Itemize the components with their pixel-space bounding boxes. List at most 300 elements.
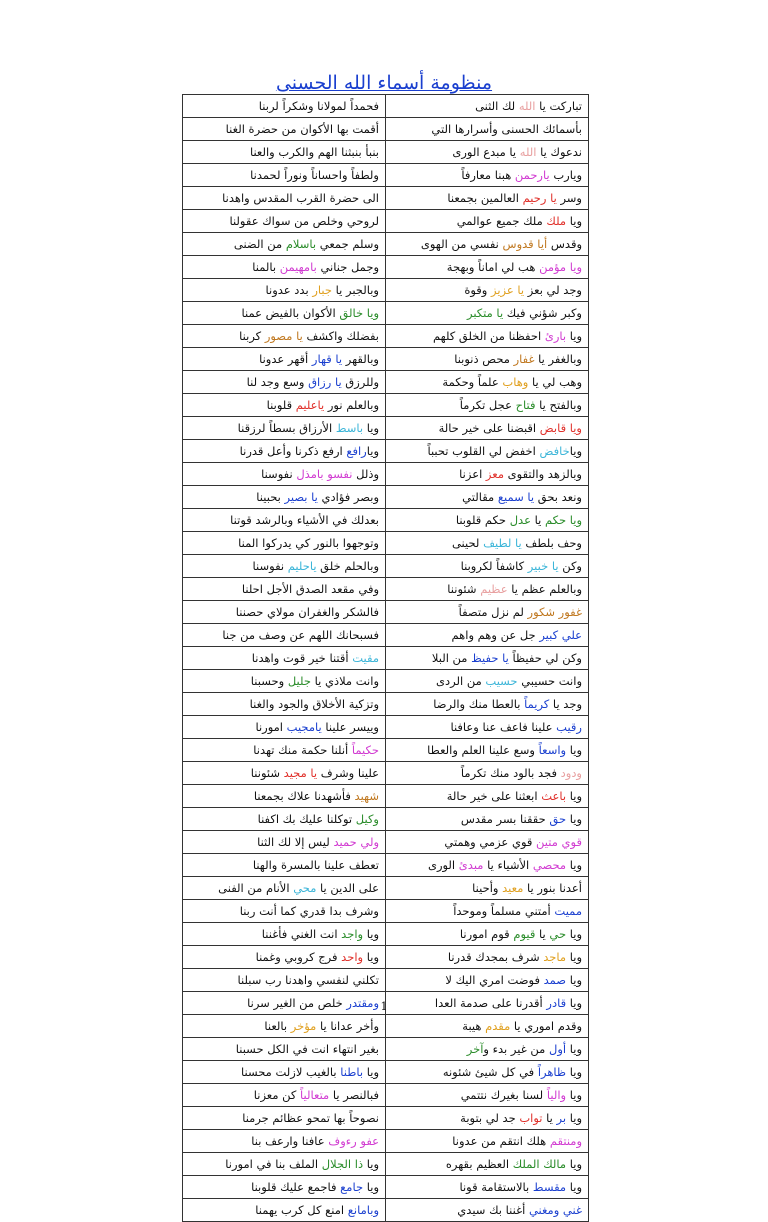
verse-text: أمتني مسلماً وموحداً bbox=[453, 903, 555, 918]
verse-text: وهب لي يا bbox=[528, 374, 582, 389]
verse-text: ويا bbox=[566, 788, 582, 803]
poem-row bbox=[183, 900, 589, 923]
verse-text: ويا bbox=[566, 1087, 582, 1102]
divine-name-highlight: مبدئ bbox=[458, 857, 484, 872]
verse-text: من البلا bbox=[431, 650, 472, 665]
verse-text: حكم قلوبنا bbox=[455, 512, 510, 527]
divine-name-highlight: ذا الجلال bbox=[321, 1156, 364, 1171]
poem-row bbox=[183, 532, 589, 555]
divine-name-highlight: بارئ bbox=[544, 328, 567, 343]
verse-text: تباركت يا bbox=[535, 98, 582, 113]
verse-text: كن معزنا bbox=[253, 1087, 301, 1102]
verse-text: وأحينا bbox=[472, 880, 503, 895]
divine-name-highlight: غني ومغني bbox=[528, 1202, 582, 1217]
verse-text: ويا bbox=[566, 1110, 582, 1125]
divine-name-highlight: قادر bbox=[546, 995, 567, 1010]
verse-text: بالاستقامة قونا bbox=[459, 1179, 533, 1194]
divine-name-highlight: باعث bbox=[541, 788, 567, 803]
verse-first-half bbox=[386, 555, 589, 578]
verse-text: أقتنا خير قوت واهدنا bbox=[251, 650, 353, 665]
divine-name-highlight: ومنتقم bbox=[549, 1133, 582, 1148]
verse-text: ملك جميع عوالمي bbox=[456, 213, 547, 228]
verse-second-half bbox=[183, 808, 386, 831]
divine-name-highlight: الله bbox=[518, 98, 536, 113]
verse-second-half bbox=[183, 578, 386, 601]
verse-text: احفظنا من الخلق كلهم bbox=[432, 328, 545, 343]
verse-text: أغننا بك سيدي bbox=[457, 1202, 529, 1217]
poem-row bbox=[183, 1084, 589, 1107]
divine-name-highlight: فتاح bbox=[515, 397, 536, 412]
verse-text: علماً وحكمة bbox=[442, 374, 503, 389]
divine-name-highlight: باطنا bbox=[340, 1064, 364, 1079]
verse-first-half bbox=[386, 1130, 589, 1153]
verse-second-half bbox=[183, 1038, 386, 1061]
verse-text: وبالحلم خلق bbox=[316, 558, 379, 573]
verse-first-half bbox=[386, 118, 589, 141]
poem-row bbox=[183, 877, 589, 900]
divine-name-highlight: يا حفيظ bbox=[471, 650, 509, 665]
verse-second-half bbox=[183, 900, 386, 923]
verse-second-half bbox=[183, 647, 386, 670]
verse-second-half bbox=[183, 1199, 386, 1222]
verse-text: لروحي وخلص من سواك عقولنا bbox=[229, 213, 379, 228]
divine-name-highlight: أيا قدوس bbox=[502, 236, 548, 251]
verse-text: شئوننا bbox=[250, 765, 284, 780]
verse-text: وكن لي حفيظاً bbox=[508, 650, 582, 665]
verse-text: امنع كل كرب يهمنا bbox=[255, 1202, 348, 1217]
verse-text: ويا bbox=[566, 995, 582, 1010]
verse-first-half bbox=[386, 670, 589, 693]
divine-name-highlight: ياحليم bbox=[287, 558, 317, 573]
divine-name-highlight: باسط bbox=[335, 420, 364, 435]
verse-first-half bbox=[386, 946, 589, 969]
divine-name-highlight: حكيماً bbox=[351, 742, 379, 757]
verse-second-half bbox=[183, 1153, 386, 1176]
verse-text: الملف بنا في امورنا bbox=[225, 1156, 322, 1171]
verse-second-half bbox=[183, 624, 386, 647]
poem-row bbox=[183, 1038, 589, 1061]
verse-first-half bbox=[386, 900, 589, 923]
poem-row bbox=[183, 164, 589, 187]
verse-first-half bbox=[386, 647, 589, 670]
verse-first-half bbox=[386, 279, 589, 302]
verse-text: نصوحاً بها تمحو عظائم جرمنا bbox=[242, 1110, 379, 1125]
verse-text: عجل تكرماً bbox=[459, 397, 516, 412]
verse-text: فحمداً لمولانا وشكراً لربنا bbox=[258, 98, 379, 113]
verse-text: انت الغني فأغننا bbox=[261, 926, 342, 941]
verse-text: تعطف علينا بالمسرة والهنا bbox=[252, 857, 379, 872]
verse-first-half bbox=[386, 486, 589, 509]
poem-row bbox=[183, 923, 589, 946]
poem-row bbox=[183, 141, 589, 164]
verse-text: أنلنا حكمة منك تهدنا bbox=[253, 742, 352, 757]
verse-text: قلوبنا bbox=[266, 397, 296, 412]
divine-name-highlight: يا سميع bbox=[497, 489, 535, 504]
divine-name-highlight: معز bbox=[485, 466, 504, 481]
verse-text: ويا bbox=[363, 1064, 379, 1079]
poem-row bbox=[183, 555, 589, 578]
verse-first-half bbox=[386, 325, 589, 348]
poem-row bbox=[183, 279, 589, 302]
verse-text: شئوننا bbox=[447, 581, 481, 596]
verse-second-half bbox=[183, 1176, 386, 1199]
verse-text: بالعطا منك والرضا bbox=[433, 696, 525, 711]
verse-first-half bbox=[386, 739, 589, 762]
verse-second-half bbox=[183, 555, 386, 578]
divine-name-highlight: رقيب bbox=[556, 719, 582, 734]
divine-name-highlight: وكيل bbox=[355, 811, 379, 826]
verse-text: فاجمع عليك قلوبنا bbox=[251, 1179, 341, 1194]
verse-text: تكلني لنفسي واهدنا رب سبلنا bbox=[237, 972, 379, 987]
verse-second-half bbox=[183, 1015, 386, 1038]
verse-text: ويا bbox=[566, 857, 582, 872]
poem-row bbox=[183, 463, 589, 486]
verse-text: ويا bbox=[569, 443, 582, 458]
verse-text: وانت حسيبي bbox=[517, 673, 582, 688]
verse-text: وبالزهد والتقوى bbox=[503, 466, 582, 481]
verse-text: وذلل bbox=[352, 466, 379, 481]
verse-text: لك الثنى bbox=[475, 98, 519, 113]
divine-name-highlight: وهاب bbox=[502, 374, 529, 389]
verse-first-half bbox=[386, 1153, 589, 1176]
divine-name-highlight: يارحمن bbox=[514, 167, 550, 182]
verse-text: اقبضنا على خير حالة bbox=[438, 420, 540, 435]
divine-name-highlight: مميت bbox=[554, 903, 582, 918]
verse-text: ويا bbox=[566, 811, 582, 826]
verse-first-half bbox=[386, 877, 589, 900]
verse-second-half bbox=[183, 1130, 386, 1153]
verse-second-half bbox=[183, 854, 386, 877]
verse-text: وقدم اموري يا bbox=[510, 1018, 582, 1033]
verse-second-half bbox=[183, 831, 386, 854]
divine-name-highlight: حق bbox=[549, 811, 567, 826]
verse-text: ولطفاً واحساناً ونوراً لحمدنا bbox=[250, 167, 379, 182]
verse-text: وييسر علينا bbox=[321, 719, 379, 734]
verse-text: ليس إلا لك الثنا bbox=[257, 834, 334, 849]
verse-first-half bbox=[386, 601, 589, 624]
verse-text: أعدنا بنور يا bbox=[523, 880, 582, 895]
verse-text: بعدلك في الأشياء وبالرشد قوتنا bbox=[230, 512, 379, 527]
verse-text: ويارب bbox=[549, 167, 582, 182]
divine-name-highlight: علي كبير bbox=[539, 627, 582, 642]
verse-first-half bbox=[386, 187, 589, 210]
verse-text: الورى bbox=[427, 857, 459, 872]
poem-row bbox=[183, 785, 589, 808]
divine-name-highlight: ياعليم bbox=[295, 397, 325, 412]
verse-text: ويا bbox=[363, 949, 379, 964]
verse-text: محص ذنوبنا bbox=[454, 351, 514, 366]
divine-name-highlight: ومقتدر bbox=[346, 995, 379, 1010]
verse-text: ابعثنا على خير حالة bbox=[446, 788, 542, 803]
verse-second-half bbox=[183, 302, 386, 325]
verse-text: الأنام من الفنى bbox=[218, 880, 294, 895]
verse-second-half bbox=[183, 1061, 386, 1084]
verse-text: ويا bbox=[363, 1156, 379, 1171]
verse-text: وانت ملاذي يا bbox=[310, 673, 379, 688]
verse-text: الأرزاق بسطاً لرزقنا bbox=[237, 420, 336, 435]
poem-row bbox=[183, 808, 589, 831]
verse-second-half bbox=[183, 394, 386, 417]
verse-text: بدد عدونا bbox=[265, 282, 313, 297]
poem-row bbox=[183, 831, 589, 854]
poem-row bbox=[183, 624, 589, 647]
divine-name-highlight: يا خبير bbox=[527, 558, 559, 573]
verse-text: قوي عزمي وهمتي bbox=[444, 834, 537, 849]
verse-text: هب لي اماناً وبهجة bbox=[446, 259, 540, 274]
verse-second-half bbox=[183, 509, 386, 532]
verse-text: علينا فاعف عنا وعافنا bbox=[450, 719, 557, 734]
verse-text: فالشكر والغفران مولاي حصننا bbox=[235, 604, 379, 619]
divine-name-highlight: يا قهار bbox=[311, 351, 343, 366]
poem-row bbox=[183, 739, 589, 762]
verse-text: فوضت امري اليك لا bbox=[445, 972, 544, 987]
verse-first-half bbox=[386, 1107, 589, 1130]
verse-text: ويا bbox=[366, 443, 379, 458]
poem-row bbox=[183, 1153, 589, 1176]
verse-first-half bbox=[386, 762, 589, 785]
verse-first-half bbox=[386, 440, 589, 463]
verse-text: وفي مقعد الصدق الأجل احلنا bbox=[241, 581, 379, 596]
verse-text: أقدرنا على صدمة العدا bbox=[434, 995, 547, 1010]
page-number: 1 bbox=[380, 1000, 388, 1013]
verse-text: فبالنصر يا bbox=[329, 1087, 379, 1102]
verse-text: وسلم جمعي bbox=[316, 236, 379, 251]
verse-text: هبنا معارفاً bbox=[461, 167, 515, 182]
verse-text: وتوجهوا بالنور كي يدركوا المنا bbox=[238, 535, 379, 550]
divine-name-highlight: وبامانع bbox=[347, 1202, 379, 1217]
verse-text: ويا bbox=[363, 926, 379, 941]
verse-text: وسع وجد لنا bbox=[246, 374, 309, 389]
poem-row bbox=[183, 187, 589, 210]
divine-name-highlight: مالك الملك bbox=[512, 1156, 567, 1171]
verse-text: ندعوك يا bbox=[536, 144, 582, 159]
divine-name-highlight: ماجد bbox=[543, 949, 567, 964]
verse-text: ويا bbox=[566, 972, 582, 987]
verse-text: العالمين بجمعنا bbox=[447, 190, 523, 205]
verse-text: وقوة bbox=[464, 282, 492, 297]
verse-text: الأشياء يا bbox=[483, 857, 533, 872]
verse-first-half bbox=[386, 210, 589, 233]
poem-row bbox=[183, 486, 589, 509]
verse-first-half bbox=[386, 693, 589, 716]
verse-first-half bbox=[386, 1176, 589, 1199]
verse-text: شرف بمجدك قدرنا bbox=[447, 949, 544, 964]
divine-name-highlight: جامع bbox=[340, 1179, 364, 1194]
poem-row bbox=[183, 417, 589, 440]
verse-text: عافنا وارعف بنا bbox=[251, 1133, 329, 1148]
poem-row bbox=[183, 946, 589, 969]
verse-second-half bbox=[183, 164, 386, 187]
verse-second-half bbox=[183, 762, 386, 785]
divine-name-highlight: ويا حكم bbox=[544, 512, 582, 527]
verse-second-half bbox=[183, 210, 386, 233]
verse-second-half bbox=[183, 670, 386, 693]
verse-text: قوم امورنا bbox=[459, 926, 514, 941]
divine-name-highlight: عظيم bbox=[480, 581, 508, 596]
verse-first-half bbox=[386, 95, 589, 118]
poem-row bbox=[183, 1199, 589, 1222]
verse-text: بأسمائك الحسنى وأسرارها التي bbox=[431, 121, 582, 136]
divine-name-highlight: مقيت bbox=[352, 650, 379, 665]
divine-name-highlight: غفور شكور bbox=[527, 604, 582, 619]
poem-row bbox=[183, 578, 589, 601]
verse-text: على الدين يا bbox=[316, 880, 379, 895]
verse-second-half bbox=[183, 233, 386, 256]
verse-second-half bbox=[183, 417, 386, 440]
verse-text: من الضنى bbox=[233, 236, 286, 251]
verse-second-half bbox=[183, 95, 386, 118]
divine-name-highlight: جبار bbox=[312, 282, 332, 297]
verse-text: ويا bbox=[566, 1179, 582, 1194]
verse-text: يا مبدع الورى bbox=[452, 144, 520, 159]
verse-text: وشرف بدا قدري كما أنت ربنا bbox=[239, 903, 379, 918]
verse-text: وحف بلطف bbox=[521, 535, 582, 550]
divine-name-highlight: ولي حميد bbox=[333, 834, 379, 849]
divine-name-highlight: قوي متين bbox=[536, 834, 582, 849]
verse-text: نفسي من الهوى bbox=[420, 236, 503, 251]
divine-name-highlight: كريماً bbox=[524, 696, 550, 711]
verse-text: جد لي بتوبة bbox=[460, 1110, 520, 1125]
verse-text: وبالغفر يا bbox=[534, 351, 582, 366]
verse-text: وبالعلم نور bbox=[324, 397, 379, 412]
verse-text: فجد بالود منك تكرماً bbox=[460, 765, 561, 780]
verse-first-half bbox=[386, 854, 589, 877]
divine-name-highlight: يا بصير bbox=[284, 489, 318, 504]
divine-name-highlight: متعالياً bbox=[300, 1087, 330, 1102]
verse-second-half bbox=[183, 1107, 386, 1130]
poem-row bbox=[183, 762, 589, 785]
poem-row bbox=[183, 394, 589, 417]
poem-row bbox=[183, 1061, 589, 1084]
verse-text: بغير انتهاء انت في الكل حسبنا bbox=[235, 1041, 379, 1056]
divine-name-highlight: تواب bbox=[519, 1110, 543, 1125]
verse-first-half bbox=[386, 417, 589, 440]
poem-table-body bbox=[183, 95, 589, 1222]
verse-second-half bbox=[183, 601, 386, 624]
poem-row bbox=[183, 509, 589, 532]
verse-text: وبصر فؤادي bbox=[317, 489, 379, 504]
divine-name-highlight: غفار bbox=[513, 351, 535, 366]
poem-row bbox=[183, 670, 589, 693]
verse-first-half bbox=[386, 164, 589, 187]
verse-text: ويا bbox=[566, 1064, 582, 1079]
verse-second-half bbox=[183, 693, 386, 716]
divine-name-highlight: ودود bbox=[560, 765, 582, 780]
verse-second-half bbox=[183, 785, 386, 808]
poem-row bbox=[183, 302, 589, 325]
verse-text: العظيم بقهره bbox=[445, 1156, 513, 1171]
verse-first-half bbox=[386, 256, 589, 279]
verse-first-half bbox=[386, 1038, 589, 1061]
verse-text: وسع علينا العلم والعطا bbox=[427, 742, 539, 757]
divine-name-highlight: محي bbox=[293, 880, 317, 895]
verse-first-half bbox=[386, 371, 589, 394]
verse-text: نفوسنا bbox=[261, 466, 297, 481]
divine-name-highlight: يا متكبر bbox=[466, 305, 504, 320]
verse-second-half bbox=[183, 256, 386, 279]
verse-text: في كل شيئ شئونه bbox=[442, 1064, 538, 1079]
verse-text: كربنا bbox=[239, 328, 265, 343]
verse-second-half bbox=[183, 1084, 386, 1107]
verse-text: اعزنا bbox=[459, 466, 486, 481]
poem-row bbox=[183, 118, 589, 141]
verse-text: وقدس bbox=[547, 236, 582, 251]
verse-text: كاشفاً لكروبنا bbox=[460, 558, 528, 573]
divine-name-highlight: شهيد bbox=[354, 788, 379, 803]
verse-first-half bbox=[386, 509, 589, 532]
verse-text: من الردى bbox=[436, 673, 486, 688]
verse-second-half bbox=[183, 946, 386, 969]
divine-name-highlight: عفو رءوف bbox=[328, 1133, 379, 1148]
verse-first-half bbox=[386, 348, 589, 371]
verse-text: هيبة bbox=[462, 1018, 486, 1033]
verse-text: الأكوان بالفيض عمنا bbox=[241, 305, 340, 320]
verse-text: وجمل جناني bbox=[316, 259, 379, 274]
verse-first-half bbox=[386, 302, 589, 325]
divine-name-highlight: يا مصور bbox=[264, 328, 303, 343]
verse-first-half bbox=[386, 808, 589, 831]
poem-row bbox=[183, 256, 589, 279]
poem-row bbox=[183, 95, 589, 118]
verse-text: يا bbox=[542, 1110, 557, 1125]
verse-text: وبالعلم عظم يا bbox=[507, 581, 582, 596]
verse-text: وبالقهر bbox=[342, 351, 379, 366]
divine-name-highlight: بر bbox=[556, 1110, 567, 1125]
verse-second-half bbox=[183, 141, 386, 164]
divine-name-highlight: خافض bbox=[539, 443, 570, 458]
verse-text: من غير بدء و bbox=[483, 1041, 549, 1056]
verse-text: ويا bbox=[566, 949, 582, 964]
verse-second-half bbox=[183, 325, 386, 348]
divine-name-highlight: يا رحيم bbox=[522, 190, 557, 205]
divine-name-highlight: آخر bbox=[466, 1041, 484, 1056]
verse-text: اخفض لي القلوب تحبباً bbox=[427, 443, 540, 458]
divine-name-highlight: الله bbox=[519, 144, 537, 159]
verse-text: بالعنا bbox=[264, 1018, 291, 1033]
verse-text: ارفع ذكرنا وأعل قدرنا bbox=[239, 443, 347, 458]
poem-row bbox=[183, 693, 589, 716]
verse-first-half bbox=[386, 578, 589, 601]
verse-second-half bbox=[183, 739, 386, 762]
divine-name-highlight: نفسو بامذل bbox=[296, 466, 353, 481]
verse-second-half bbox=[183, 716, 386, 739]
poem-row bbox=[183, 1176, 589, 1199]
divine-name-highlight: جليل bbox=[287, 673, 311, 688]
poem-row bbox=[183, 854, 589, 877]
verse-text: ويا bbox=[566, 1156, 582, 1171]
divine-name-highlight: قيوم bbox=[513, 926, 536, 941]
verse-text: وجد لي بعز bbox=[524, 282, 582, 297]
divine-name-highlight: عدل bbox=[509, 512, 531, 527]
verse-first-half bbox=[386, 969, 589, 992]
divine-name-highlight: مقدم bbox=[485, 1018, 511, 1033]
verse-first-half bbox=[386, 624, 589, 647]
divine-name-highlight: واحد bbox=[341, 949, 364, 964]
poem-row bbox=[183, 1130, 589, 1153]
verse-text: أقهر عدونا bbox=[259, 351, 312, 366]
verse-text: ويا bbox=[566, 742, 582, 757]
verse-text: فسبحانك اللهم عن وصف من جنا bbox=[222, 627, 379, 642]
verse-text: وكن bbox=[558, 558, 582, 573]
page-title: منظومة أسماء الله الحسنى bbox=[275, 72, 493, 94]
verse-text: حققنا بسر مقدس bbox=[460, 811, 550, 826]
verse-text: وتزكية الأخلاق والجود والغنا bbox=[249, 696, 379, 711]
divine-name-highlight: يا لطيف bbox=[483, 535, 522, 550]
divine-name-highlight: معيد bbox=[502, 880, 524, 895]
verse-second-half bbox=[183, 348, 386, 371]
verse-first-half bbox=[386, 785, 589, 808]
verse-second-half bbox=[183, 486, 386, 509]
